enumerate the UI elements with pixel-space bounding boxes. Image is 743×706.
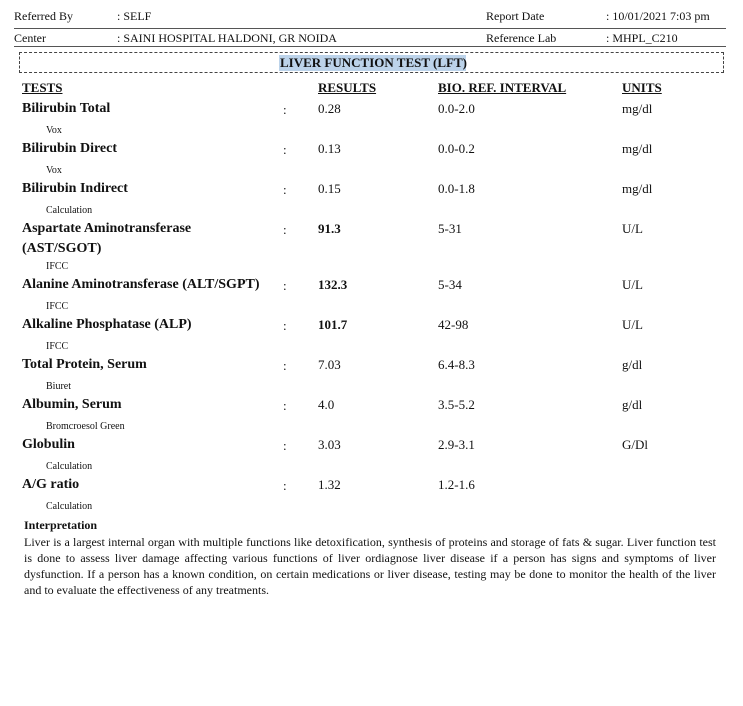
- separator: :: [283, 102, 287, 117]
- column-header-results: RESULTS: [318, 80, 377, 95]
- ref-interval: 42-98: [438, 317, 469, 332]
- separator: :: [283, 358, 287, 373]
- test-result: 7.03: [318, 357, 341, 372]
- test-result: 0.28: [318, 101, 341, 116]
- test-name: Aspartate Aminotransferase: [22, 221, 192, 236]
- ref-interval: 5-31: [438, 221, 462, 236]
- header-divider: [14, 28, 726, 29]
- test-method: Calculation: [46, 205, 93, 216]
- center-label: Center: [14, 31, 46, 45]
- test-method: IFCC: [46, 261, 69, 272]
- referred-by-label: Referred By: [14, 9, 73, 23]
- test-name-continuation: (AST/SGOT): [22, 241, 102, 256]
- separator: :: [283, 142, 287, 157]
- separator: :: [283, 398, 287, 413]
- test-units: U/L: [622, 277, 643, 292]
- test-method: Biuret: [46, 381, 71, 392]
- test-name: Bilirubin Direct: [22, 141, 118, 156]
- separator: :: [283, 182, 287, 197]
- report-title: LIVER FUNCTION TEST (LFT): [280, 55, 467, 70]
- test-units: U/L: [622, 221, 643, 236]
- test-result: 0.13: [318, 141, 341, 156]
- test-result: 0.15: [318, 181, 341, 196]
- ref-interval: 6.4-8.3: [438, 357, 475, 372]
- separator: :: [283, 318, 287, 333]
- reference-lab-label: Reference Lab: [486, 31, 557, 45]
- ref-interval: 3.5-5.2: [438, 397, 475, 412]
- test-result-abnormal: 132.3: [318, 277, 348, 292]
- ref-interval: 1.2-1.6: [438, 477, 475, 492]
- header-divider-bottom: [14, 46, 726, 47]
- test-method: Vox: [46, 165, 62, 176]
- column-header-interval: BIO. REF. INTERVAL: [438, 80, 567, 95]
- ref-interval: 5-34: [438, 277, 462, 292]
- test-method: IFCC: [46, 301, 69, 312]
- test-name: Alanine Aminotransferase (ALT/SGPT): [22, 277, 260, 292]
- test-units: mg/dl: [622, 181, 653, 196]
- test-units: mg/dl: [622, 141, 653, 156]
- test-name: Alkaline Phosphatase (ALP): [22, 317, 192, 332]
- test-method: IFCC: [46, 341, 69, 352]
- separator: :: [283, 278, 287, 293]
- test-name: Albumin, Serum: [22, 397, 122, 412]
- column-header-tests: TESTS: [22, 80, 63, 95]
- test-method: Vox: [46, 125, 62, 136]
- test-result: 4.0: [318, 397, 335, 412]
- column-header-units: UNITS: [622, 80, 662, 95]
- test-units: g/dl: [622, 357, 643, 372]
- test-result: 3.03: [318, 437, 341, 452]
- reference-lab-value: : MHPL_C210: [606, 31, 678, 45]
- test-method: Bromcroesol Green: [46, 421, 125, 432]
- interpretation-heading: Interpretation: [24, 518, 98, 532]
- center-value: : SAINI HOSPITAL HALDONI, GR NOIDA: [117, 31, 337, 45]
- separator: :: [283, 478, 287, 493]
- test-units: U/L: [622, 317, 643, 332]
- test-method: Calculation: [46, 501, 93, 512]
- separator: :: [283, 222, 287, 237]
- test-units: mg/dl: [622, 101, 653, 116]
- ref-interval: 0.0-2.0: [438, 101, 475, 116]
- referred-by-value: : SELF: [117, 9, 152, 23]
- report-date-value: : 10/01/2021 7:03 pm: [606, 9, 710, 23]
- test-result: 1.32: [318, 477, 341, 492]
- report-date-label: Report Date: [486, 9, 545, 23]
- test-result-abnormal: 91.3: [318, 221, 341, 236]
- separator: :: [283, 438, 287, 453]
- test-name: Bilirubin Indirect: [22, 181, 128, 196]
- test-method: Calculation: [46, 461, 93, 472]
- ref-interval: 0.0-1.8: [438, 181, 475, 196]
- test-name: A/G ratio: [22, 477, 80, 492]
- test-units: G/Dl: [622, 437, 648, 452]
- test-name: Bilirubin Total: [22, 101, 111, 116]
- test-name: Globulin: [22, 437, 75, 452]
- test-name: Total Protein, Serum: [22, 357, 147, 372]
- interpretation-text: Liver is a largest internal organ with multiple functions like detoxification, synthesis of proteins and storage of fats & sugar. Liver function test is done to assess liver damage affecting various functions of liver ordiagnose liver disease if a person has signs and symptoms of liver dysfunction. If a person has a known condition, on certain medications or liver disease, testing may be done to monitor the health of the liver and to evaluate the effectiveness of any treatments.: [24, 535, 716, 597]
- ref-interval: 2.9-3.1: [438, 437, 475, 452]
- test-result-abnormal: 101.7: [318, 317, 348, 332]
- test-units: g/dl: [622, 397, 643, 412]
- ref-interval: 0.0-0.2: [438, 141, 475, 156]
